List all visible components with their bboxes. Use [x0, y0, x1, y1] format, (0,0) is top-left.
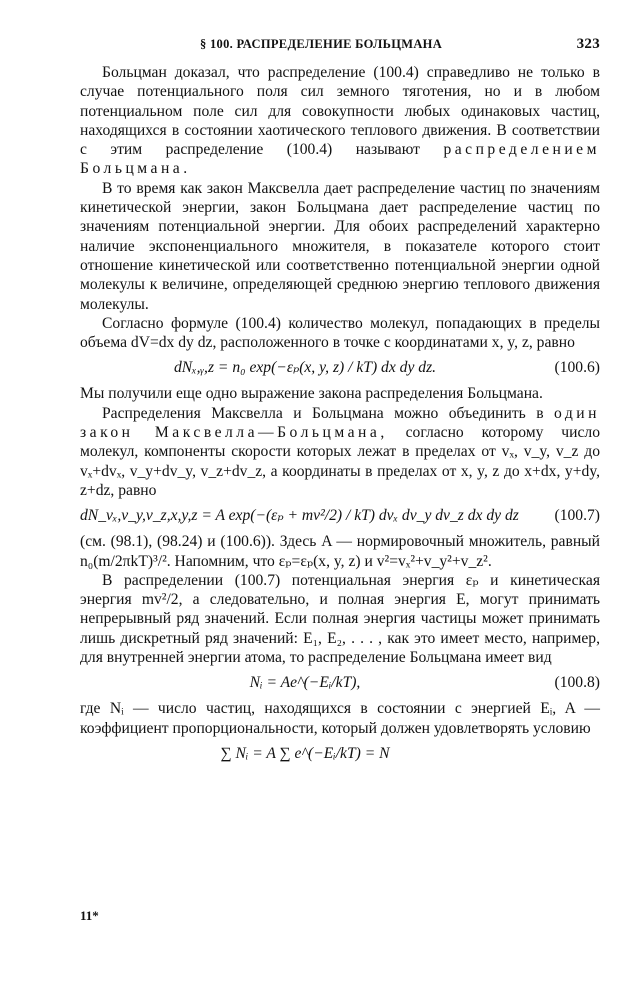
spaced-term-maxwell-boltzmann-law: один закон Максвелла—Больцмана,: [80, 404, 600, 442]
paragraph-7: В распределении (100.7) потенциальная энергия εₚ и кинетическая энергия mv²/2, а следовательно, и полная энергия E, могут принимать непрерывный ряд значений. Если полная энергия частицы может принимать лишь дискретный ряд значений: E₁, E₂, . . . , как это имеет место, например, для внутренней энергии атома, то распределение Больцмана имеет вид: [80, 571, 600, 667]
equation-100-7-expression: dN_vₓ,v_y,v_z,x,y,z = A exp(−(εₚ + mv²/2) / kT) dvₓ dv_y dv_z dx dy dz: [80, 507, 519, 525]
paragraph-6: (см. (98.1), (98.24) и (100.6)). Здесь A — нормировочный множитель, равный n₀(m/2πkT)³/². Напомним, что εₚ=εₚ(x, y, z) и v²=vₓ²+v_y²+v_z².: [80, 533, 600, 570]
equation-100-7-number: (100.7): [554, 507, 600, 525]
equation-100-7: [80, 506, 600, 526]
paragraph-5-text-b: согласно которому число молекул, компоненты скорости которых лежат в пределах от vₓ, v_y, v_z до vₓ+dvₓ, v_y+dv_y, v_z+dv_z, а координаты в пределах от x, y, z до x+dx, y+dy, z+dz, равно: [80, 424, 600, 499]
equation-100-6-number: (100.6): [554, 359, 600, 377]
paragraph-1: [80, 63, 600, 179]
equation-100-8-number: (100.8): [554, 674, 600, 692]
paragraph-3: Согласно формуле (100.4) количество молекул, попадающих в пределы объема dV=dx dy dz, расположенного в точке с координатами x, y, z, равно: [80, 314, 600, 352]
paragraph-8: где Nᵢ — число частиц, находящихся в состоянии с энергией Eᵢ, A — коэффициент пропорциональности, который должен удовлетворять условию: [80, 700, 600, 737]
equation-100-8: [80, 673, 600, 693]
equation-100-6-expression: dNₓ,ᵧ,z = n₀ exp(−εₚ(x, y, z) / kT) dx dy dz.: [173, 359, 437, 377]
paragraph-5: [80, 404, 600, 500]
section-title: § 100. РАСПРЕДЕЛЕНИЕ БОЛЬЦМАНА: [200, 37, 443, 51]
equation-100-8-expression: Nᵢ = Ae^(−Eᵢ/kT),: [249, 674, 361, 692]
paragraph-2: В то время как закон Максвелла дает распределение частиц по значениям кинетической энергии, закон Больцмана дает распределение частиц по значениям потенциальной энергии. Для обоих распределений характерно наличие экспоненциального множителя, в показателе которого стоит отношение кинетической или соответственно потенциальной энергии одной молекулы к величине, определяющей среднюю энергию теплового движения молекулы.: [80, 179, 600, 313]
equation-normalization: [80, 744, 600, 764]
running-header: [80, 36, 600, 53]
paragraph-4: Мы получили еще одно выражение закона распределения Больцмана.: [80, 385, 543, 403]
paragraph-1-text: Больцман доказал, что распределение (100.4) справедливо не только в случае потенциального поля сил земного тяготения, но и в любом потенциальном поле сил для совокупности любых одинаковых частиц, находящихся в состоянии хаотического теплового движения. В соответствии с этим распределение (100.4) называют: [80, 64, 600, 159]
paragraph-5-text-a: Распределения Максвелла и Больцмана можно объединить в: [102, 404, 544, 422]
spaced-term-boltzmann-distribution: распределением Больцмана.: [80, 141, 600, 178]
equation-normalization-expression: ∑ Nᵢ = A ∑ e^(−Eᵢ/kT) = N: [220, 744, 390, 762]
signature-mark: 11*: [80, 908, 99, 923]
equation-100-6: [80, 358, 600, 378]
page-number: 323: [576, 36, 600, 52]
